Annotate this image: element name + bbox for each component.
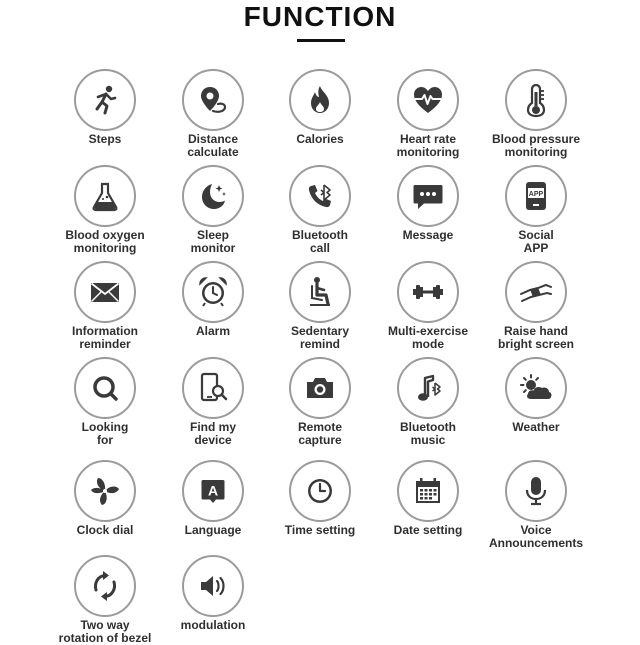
feature-label-line: Social: [518, 228, 554, 242]
feature-label-line: capture: [298, 433, 342, 447]
flame-icon: [302, 82, 338, 118]
feature-icon-circle: [182, 261, 244, 323]
running-person-icon: [87, 82, 123, 118]
feature-label-line: Sleep: [196, 228, 229, 242]
feature-label-line: Time setting: [284, 523, 356, 537]
svg-text:A: A: [207, 482, 219, 499]
feature-label-line: Heart rate: [399, 132, 457, 146]
flask-icon: [87, 178, 123, 214]
feature-label-line: mode: [411, 337, 444, 351]
clock-icon: [302, 473, 338, 509]
feature-icon-circle: [74, 69, 136, 131]
feature-label-line: Message: [402, 228, 454, 242]
feature-label: [471, 325, 601, 351]
camera-icon: [302, 370, 338, 406]
feature-label-line: Remote: [297, 420, 342, 434]
svg-text:APP: APP: [528, 191, 544, 198]
feature-label-line: Language: [184, 523, 242, 537]
speaker-icon: [195, 568, 231, 604]
feature-label-line: Voice: [520, 523, 552, 537]
feature-label-line: Raise hand: [503, 324, 569, 338]
location-pin-icon: [195, 82, 231, 118]
fan-icon: [87, 473, 123, 509]
feature-blood-pressure: [471, 69, 601, 159]
feature-label-line: Calories: [296, 132, 344, 146]
feature-label-line: Find my: [189, 420, 236, 434]
feature-label-line: Steps: [88, 132, 122, 146]
feature-icon-circle: [74, 555, 136, 617]
feature-icon-circle: [182, 357, 244, 419]
feature-label-line: reminder: [79, 337, 131, 351]
feature-raise-hand: [471, 261, 601, 351]
feature-icon-circle: [289, 357, 351, 419]
moon-icon: [195, 178, 231, 214]
sun-cloud-icon: [518, 370, 554, 406]
feature-modulation: [148, 555, 278, 632]
rotate-arrows-icon: [87, 568, 123, 604]
feature-icon-circle: [397, 165, 459, 227]
feature-label-line: call: [309, 241, 330, 255]
thermometer-icon: [518, 82, 554, 118]
magnifier-ring-icon: [87, 370, 123, 406]
feature-label-line: rotation of bezel: [58, 631, 152, 645]
feature-label-line: monitoring: [73, 241, 137, 255]
dumbbell-icon: [410, 274, 446, 310]
feature-label-line: bright screen: [497, 337, 575, 351]
feature-label-line: Date setting: [393, 523, 463, 537]
wrist-icon: [518, 274, 554, 310]
letter-a-icon: [195, 473, 231, 509]
feature-icon-circle: [289, 460, 351, 522]
feature-label-line: Looking: [81, 420, 129, 434]
feature-icon-circle: [397, 460, 459, 522]
feature-icon-circle: [397, 357, 459, 419]
feature-icon-circle: [182, 165, 244, 227]
feature-icon-circle: [182, 460, 244, 522]
feature-label-line: Distance: [187, 132, 239, 146]
feature-icon-circle: [397, 69, 459, 131]
feature-label: [471, 133, 601, 159]
music-note-icon: [410, 370, 446, 406]
feature-label-line: Information: [72, 324, 138, 338]
feature-label: [471, 524, 601, 550]
calendar-icon: [410, 473, 446, 509]
envelope-icon: [87, 274, 123, 310]
feature-label-line: monitoring: [504, 145, 568, 159]
feature-label-line: Alarm: [195, 324, 230, 338]
feature-label-line: Weather: [512, 420, 560, 434]
feature-icon-circle: [289, 165, 351, 227]
feature-icon-circle: [505, 460, 567, 522]
feature-icon-circle: [289, 69, 351, 131]
feature-social-app: [471, 165, 601, 255]
feature-icon-circle: [505, 165, 567, 227]
feature-icon-circle: [182, 555, 244, 617]
feature-icon-circle: [74, 165, 136, 227]
feature-label: [471, 229, 601, 255]
feature-label: [471, 421, 601, 434]
feature-label-line: music: [410, 433, 446, 447]
feature-icon-circle: [74, 357, 136, 419]
feature-label-line: Bluetooth: [292, 228, 348, 242]
feature-label-line: Sedentary: [290, 324, 350, 338]
microphone-icon: [518, 473, 554, 509]
feature-icon-circle: [182, 69, 244, 131]
app-icon: [518, 178, 554, 214]
feature-label-line: Two way: [80, 618, 130, 632]
feature-label-line: APP: [523, 241, 549, 255]
feature-voice: [471, 460, 601, 550]
feature-label-line: monitor: [190, 241, 236, 255]
feature-label-line: remind: [299, 337, 340, 351]
chat-bubble-icon: [410, 178, 446, 214]
feature-icon-circle: [74, 261, 136, 323]
feature-label-line: monitoring: [396, 145, 460, 159]
feature-label-line: Announcements: [488, 536, 583, 550]
phone-bluetooth-icon: [302, 178, 338, 214]
feature-label: [148, 619, 278, 632]
feature-label-line: Bluetooth: [400, 420, 456, 434]
feature-label-line: Clock dial: [76, 523, 134, 537]
feature-icon-circle: [505, 69, 567, 131]
feature-label-line: Blood oxygen: [65, 228, 145, 242]
title-underline: [297, 39, 345, 42]
alarm-clock-icon: [195, 274, 231, 310]
seated-person-icon: [302, 274, 338, 310]
feature-label-line: Multi-exercise: [387, 324, 469, 338]
heart-pulse-icon: [410, 82, 446, 118]
feature-weather: [471, 357, 601, 434]
feature-icon-circle: [289, 261, 351, 323]
feature-icon-circle: [397, 261, 459, 323]
phone-search-icon: [195, 370, 231, 406]
feature-icon-circle: [505, 261, 567, 323]
feature-label-line: Blood pressure: [491, 132, 581, 146]
feature-label-line: for: [97, 433, 113, 447]
page-title: FUNCTION: [243, 1, 397, 32]
feature-label-line: device: [194, 433, 232, 447]
feature-icon-circle: [505, 357, 567, 419]
feature-label-line: calculate: [187, 145, 239, 159]
feature-label-line: modulation: [180, 618, 246, 632]
feature-icon-circle: [74, 460, 136, 522]
